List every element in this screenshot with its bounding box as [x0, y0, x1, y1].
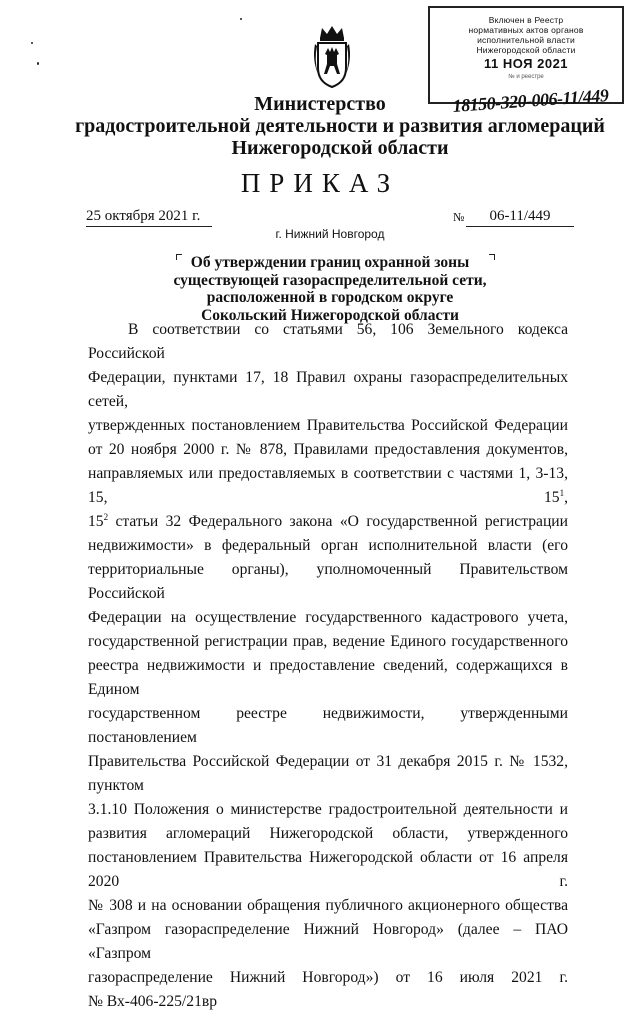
- stamp-date: 11 НОЯ 2021: [483, 56, 569, 71]
- document-date: 25 октября 2021 г.: [86, 208, 212, 227]
- city: г. Нижний Новгород: [275, 227, 385, 241]
- body-line: Федерации на осуществление государственного кадастрового учета,: [88, 609, 568, 626]
- org-title-line1: Министерство: [254, 93, 386, 115]
- body-line: Правительства Российской Федерации от 31 декабря 2015 г. № 1532, пунктом: [88, 753, 568, 794]
- body-line: [88, 510, 568, 534]
- body-line: № Вх-406-225/21вр: [88, 993, 218, 1010]
- subject-line: Об утверждении границ охранной зоны: [190, 254, 470, 271]
- document-body: [88, 318, 568, 1014]
- body-line: «Газпром газораспределение Нижний Новгород» (далее – ПАО «Газпром: [88, 921, 568, 962]
- stamp-line: исполнительной власти: [477, 35, 575, 45]
- subject-line: расположенной в городском округе: [206, 289, 454, 306]
- body-line: от 20 ноября 2000 г. № 878, Правилами предоставления документов,: [88, 441, 568, 458]
- body-line: реестра недвижимости и предоставление сведений, содержащихся в Едином: [88, 657, 568, 698]
- body-line: 3.1.10 Положения о министерстве градостроительной деятельности и: [88, 801, 568, 818]
- stamp-line: нормативных актов органов: [468, 25, 584, 35]
- body-text: статьи 32 Федерального закона «О государственной регистрации: [108, 513, 568, 530]
- org-title-line2: градостроительной деятельности и развития агломераций: [75, 115, 605, 137]
- scan-speck: [31, 42, 33, 44]
- body-line: [88, 462, 568, 510]
- body-line: недвижимости» в федеральный орган исполнительной власти (его: [88, 537, 568, 554]
- stamp-registry-label: № и реестре: [508, 74, 544, 80]
- body-line: постановлением Правительства Нижегородской области от 16 апреля 2020 г.: [88, 849, 568, 890]
- body-text: направляемых или предоставляемых в соответствии с частями 1, 3-13, 15, 15: [88, 465, 568, 506]
- body-text: 15: [88, 513, 104, 530]
- scan-speck: [240, 18, 242, 20]
- superscript: 1: [559, 487, 565, 498]
- body-line: территориальные органы), уполномоченный Правительством Российской: [88, 561, 568, 602]
- coat-of-arms-icon: [312, 24, 352, 90]
- body-line: В соответствии со статьями 56, 106 Земельного кодекса Российской: [88, 321, 568, 362]
- registration-number: 18150-320-006-11/449: [452, 85, 610, 116]
- stamp-line: Нижегородской области: [476, 45, 576, 55]
- body-line: утвержденных постановлением Правительства Российской Федерации: [88, 417, 568, 434]
- body-line: Федерации, пунктами 17, 18 Правил охраны газораспределительных сетей,: [88, 369, 568, 410]
- subject-line: существующей газораспределительной сети,: [173, 271, 487, 289]
- body-line: газораспределение Нижний Новгород») от 16 июля 2021 г.: [88, 969, 568, 986]
- body-line: государственном реестре недвижимости, утвержденными постановлением: [88, 705, 568, 746]
- org-title-line3: Нижегородской области: [231, 137, 449, 159]
- scan-speck: [37, 62, 39, 65]
- body-text: ,: [564, 489, 568, 506]
- body-line: развития агломераций Нижегородской области, утвержденного: [88, 825, 568, 842]
- document-subject: [150, 254, 510, 324]
- superscript: 2: [103, 511, 109, 522]
- document-number: 06-11/449: [466, 208, 574, 227]
- stamp-line: Включен в Реестр: [488, 15, 564, 25]
- document-type: ПРИКАЗ: [240, 168, 400, 198]
- subject-line: Сокольский Нижегородской области: [201, 306, 459, 324]
- number-sign: №: [453, 210, 465, 224]
- body-line: № 308 и на основании обращения публичного акционерного общества: [88, 897, 568, 914]
- body-line: государственной регистрации прав, ведение Единого государственного: [88, 633, 568, 650]
